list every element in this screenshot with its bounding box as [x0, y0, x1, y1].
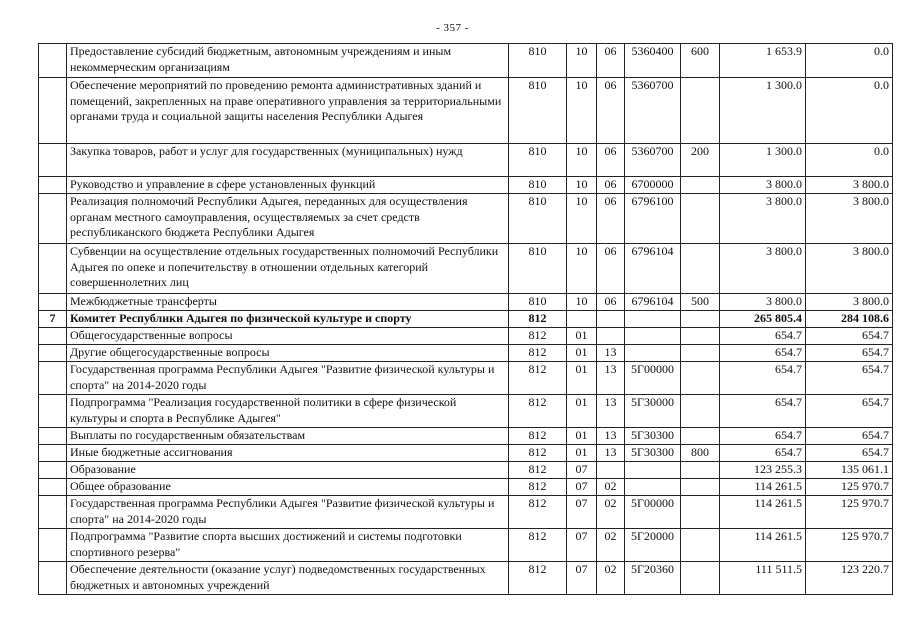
row-name: Общее образование — [67, 479, 509, 496]
row-sum2: 125 970.7 — [806, 496, 893, 529]
row-ved: 812 — [509, 562, 567, 595]
row-number — [39, 562, 67, 595]
row-pr: 02 — [597, 529, 625, 562]
row-vr — [681, 362, 720, 395]
row-number — [39, 78, 67, 144]
row-ved: 812 — [509, 362, 567, 395]
table-row — [39, 562, 893, 595]
table-row — [39, 529, 893, 562]
row-rz: 10 — [567, 44, 597, 78]
row-csr: 5360400 — [625, 44, 681, 78]
row-sum1: 3 800.0 — [720, 294, 806, 311]
row-sum1: 123 255.3 — [720, 462, 806, 479]
row-sum2: 3 800.0 — [806, 244, 893, 294]
row-ved: 810 — [509, 44, 567, 78]
row-vr — [681, 328, 720, 345]
row-pr: 02 — [597, 562, 625, 595]
row-rz: 07 — [567, 462, 597, 479]
budget-table — [38, 43, 893, 595]
table-row — [39, 44, 893, 78]
row-number — [39, 345, 67, 362]
row-number — [39, 428, 67, 445]
row-csr: 6700000 — [625, 177, 681, 194]
row-name: Другие общегосударственные вопросы — [67, 345, 509, 362]
row-number — [39, 328, 67, 345]
table-row — [39, 445, 893, 462]
row-sum1: 654.7 — [720, 428, 806, 445]
row-ved: 812 — [509, 311, 567, 328]
row-ved: 812 — [509, 445, 567, 462]
row-name: Государственная программа Республики Адыгея "Развитие физической культуры и спорта" на 2014-2020 годы — [67, 496, 509, 529]
row-sum2: 123 220.7 — [806, 562, 893, 595]
row-sum1: 654.7 — [720, 362, 806, 395]
row-pr: 13 — [597, 428, 625, 445]
row-ved: 812 — [509, 428, 567, 445]
row-sum2: 654.7 — [806, 428, 893, 445]
row-ved: 810 — [509, 244, 567, 294]
row-rz: 01 — [567, 445, 597, 462]
row-sum1: 114 261.5 — [720, 496, 806, 529]
row-csr: 5360700 — [625, 144, 681, 177]
row-sum1: 265 805.4 — [720, 311, 806, 328]
table-row — [39, 194, 893, 244]
row-rz: 07 — [567, 496, 597, 529]
row-sum2: 654.7 — [806, 395, 893, 428]
row-csr: 5Г20360 — [625, 562, 681, 595]
row-csr: 5Г00000 — [625, 496, 681, 529]
row-csr: 5Г20000 — [625, 529, 681, 562]
row-pr: 06 — [597, 177, 625, 194]
row-ved: 812 — [509, 479, 567, 496]
table-row — [39, 479, 893, 496]
row-rz: 07 — [567, 529, 597, 562]
row-sum2: 654.7 — [806, 345, 893, 362]
row-vr — [681, 496, 720, 529]
table-row — [39, 311, 893, 328]
row-name: Межбюджетные трансферты — [67, 294, 509, 311]
row-number — [39, 294, 67, 311]
row-rz: 07 — [567, 479, 597, 496]
row-rz: 10 — [567, 294, 597, 311]
row-name: Выплаты по государственным обязательствам — [67, 428, 509, 445]
row-csr: 5Г30300 — [625, 428, 681, 445]
table-row — [39, 395, 893, 428]
row-pr: 13 — [597, 395, 625, 428]
row-sum1: 654.7 — [720, 445, 806, 462]
row-number — [39, 529, 67, 562]
row-rz: 01 — [567, 395, 597, 428]
row-name: Образование — [67, 462, 509, 479]
row-csr — [625, 345, 681, 362]
row-vr — [681, 78, 720, 144]
table-row — [39, 78, 893, 144]
row-rz: 10 — [567, 144, 597, 177]
row-number — [39, 194, 67, 244]
table-row — [39, 428, 893, 445]
row-ved: 812 — [509, 462, 567, 479]
row-sum2: 654.7 — [806, 445, 893, 462]
row-pr: 06 — [597, 294, 625, 311]
row-pr — [597, 462, 625, 479]
row-csr — [625, 311, 681, 328]
row-ved: 812 — [509, 345, 567, 362]
row-number — [39, 395, 67, 428]
row-ved: 810 — [509, 78, 567, 144]
row-rz: 01 — [567, 328, 597, 345]
row-ved: 810 — [509, 194, 567, 244]
row-rz — [567, 311, 597, 328]
row-pr: 02 — [597, 479, 625, 496]
row-csr — [625, 462, 681, 479]
row-vr — [681, 177, 720, 194]
row-csr: 6796104 — [625, 294, 681, 311]
row-number — [39, 496, 67, 529]
row-vr — [681, 462, 720, 479]
row-sum2: 135 061.1 — [806, 462, 893, 479]
row-sum1: 111 511.5 — [720, 562, 806, 595]
row-pr — [597, 311, 625, 328]
row-sum1: 654.7 — [720, 345, 806, 362]
row-sum2: 125 970.7 — [806, 529, 893, 562]
row-name: Комитет Республики Адыгея по физической культуре и спорту — [67, 311, 509, 328]
row-csr: 5Г30300 — [625, 445, 681, 462]
row-vr — [681, 395, 720, 428]
row-rz: 01 — [567, 428, 597, 445]
row-vr: 500 — [681, 294, 720, 311]
row-csr: 5Г00000 — [625, 362, 681, 395]
row-ved: 812 — [509, 328, 567, 345]
row-name: Закупка товаров, работ и услуг для государственных (муниципальных) нужд — [67, 144, 509, 177]
row-sum2: 3 800.0 — [806, 177, 893, 194]
row-vr — [681, 244, 720, 294]
row-name: Государственная программа Республики Адыгея "Развитие физической культуры и спорта" на 2014-2020 годы — [67, 362, 509, 395]
row-pr: 06 — [597, 144, 625, 177]
row-name: Обеспечение деятельности (оказание услуг) подведомственных государственных бюджетных и автономных учреждений — [67, 562, 509, 595]
row-sum1: 654.7 — [720, 328, 806, 345]
row-vr: 800 — [681, 445, 720, 462]
table-body — [39, 44, 893, 595]
row-sum2: 125 970.7 — [806, 479, 893, 496]
table-row — [39, 244, 893, 294]
row-sum1: 654.7 — [720, 395, 806, 428]
row-sum1: 114 261.5 — [720, 479, 806, 496]
row-rz: 10 — [567, 78, 597, 144]
row-vr — [681, 562, 720, 595]
row-number — [39, 144, 67, 177]
row-number — [39, 244, 67, 294]
row-name: Общегосударственные вопросы — [67, 328, 509, 345]
row-sum2: 3 800.0 — [806, 194, 893, 244]
row-ved: 812 — [509, 496, 567, 529]
row-number — [39, 445, 67, 462]
row-sum1: 3 800.0 — [720, 244, 806, 294]
row-vr — [681, 345, 720, 362]
row-rz: 01 — [567, 345, 597, 362]
row-ved: 810 — [509, 144, 567, 177]
row-number — [39, 177, 67, 194]
row-pr: 06 — [597, 44, 625, 78]
row-pr: 06 — [597, 78, 625, 144]
row-pr: 13 — [597, 445, 625, 462]
row-name: Обеспечение мероприятий по проведению ремонта административных зданий и помещений, закрепленных на праве оперативного управления за территориальными органами труда и социальной защиты населения Республики Адыгея — [67, 78, 509, 144]
row-pr: 06 — [597, 194, 625, 244]
row-ved: 812 — [509, 395, 567, 428]
row-sum2: 654.7 — [806, 362, 893, 395]
row-csr: 5Г30000 — [625, 395, 681, 428]
row-vr — [681, 529, 720, 562]
table-row — [39, 496, 893, 529]
row-sum1: 3 800.0 — [720, 177, 806, 194]
row-csr — [625, 479, 681, 496]
row-sum2: 3 800.0 — [806, 294, 893, 311]
table-row — [39, 462, 893, 479]
table-row — [39, 177, 893, 194]
row-ved: 810 — [509, 177, 567, 194]
row-pr: 02 — [597, 496, 625, 529]
row-number — [39, 44, 67, 78]
table-row — [39, 328, 893, 345]
row-pr: 13 — [597, 345, 625, 362]
row-rz: 10 — [567, 244, 597, 294]
row-vr — [681, 479, 720, 496]
row-number: 7 — [39, 311, 67, 328]
table-row — [39, 144, 893, 177]
row-csr: 6796100 — [625, 194, 681, 244]
table-row — [39, 345, 893, 362]
table-row — [39, 294, 893, 311]
row-vr — [681, 428, 720, 445]
row-sum2: 0.0 — [806, 44, 893, 78]
row-csr: 6796104 — [625, 244, 681, 294]
row-rz: 01 — [567, 362, 597, 395]
row-sum2: 0.0 — [806, 144, 893, 177]
row-name: Подпрограмма "Развитие спорта высших достижений и системы подготовки спортивного резерва" — [67, 529, 509, 562]
row-csr — [625, 328, 681, 345]
row-rz: 10 — [567, 177, 597, 194]
row-vr — [681, 311, 720, 328]
row-vr: 200 — [681, 144, 720, 177]
row-sum1: 114 261.5 — [720, 529, 806, 562]
row-sum1: 3 800.0 — [720, 194, 806, 244]
table-row — [39, 362, 893, 395]
row-number — [39, 362, 67, 395]
row-name: Субвенции на осуществление отдельных государственных полномочий Республики Адыгея по опеке и попечительству в отношении отдельных категорий совершеннолетних лиц — [67, 244, 509, 294]
row-sum2: 284 108.6 — [806, 311, 893, 328]
row-name: Подпрограмма "Реализация государственной политики в сфере физической культуры и спорта в Республике Адыгея" — [67, 395, 509, 428]
row-sum2: 654.7 — [806, 328, 893, 345]
row-pr — [597, 328, 625, 345]
row-rz: 10 — [567, 194, 597, 244]
row-rz: 07 — [567, 562, 597, 595]
row-name: Руководство и управление в сфере установленных функций — [67, 177, 509, 194]
row-number — [39, 479, 67, 496]
row-csr: 5360700 — [625, 78, 681, 144]
row-vr — [681, 194, 720, 244]
row-number — [39, 462, 67, 479]
row-pr: 13 — [597, 362, 625, 395]
row-sum1: 1 300.0 — [720, 144, 806, 177]
page-number: - 357 - — [436, 22, 469, 34]
row-pr: 06 — [597, 244, 625, 294]
row-vr: 600 — [681, 44, 720, 78]
row-name: Реализация полномочий Республики Адыгея, переданных для осуществления органам местного самоуправления, осуществляемых за счет средств республиканского бюджета Республики Адыгея — [67, 194, 509, 244]
row-sum2: 0.0 — [806, 78, 893, 144]
row-name: Иные бюджетные ассигнования — [67, 445, 509, 462]
row-ved: 812 — [509, 529, 567, 562]
row-ved: 810 — [509, 294, 567, 311]
row-name: Предоставление субсидий бюджетным, автономным учреждениям и иным некоммерческим организациям — [67, 44, 509, 78]
row-sum1: 1 653.9 — [720, 44, 806, 78]
row-sum1: 1 300.0 — [720, 78, 806, 144]
